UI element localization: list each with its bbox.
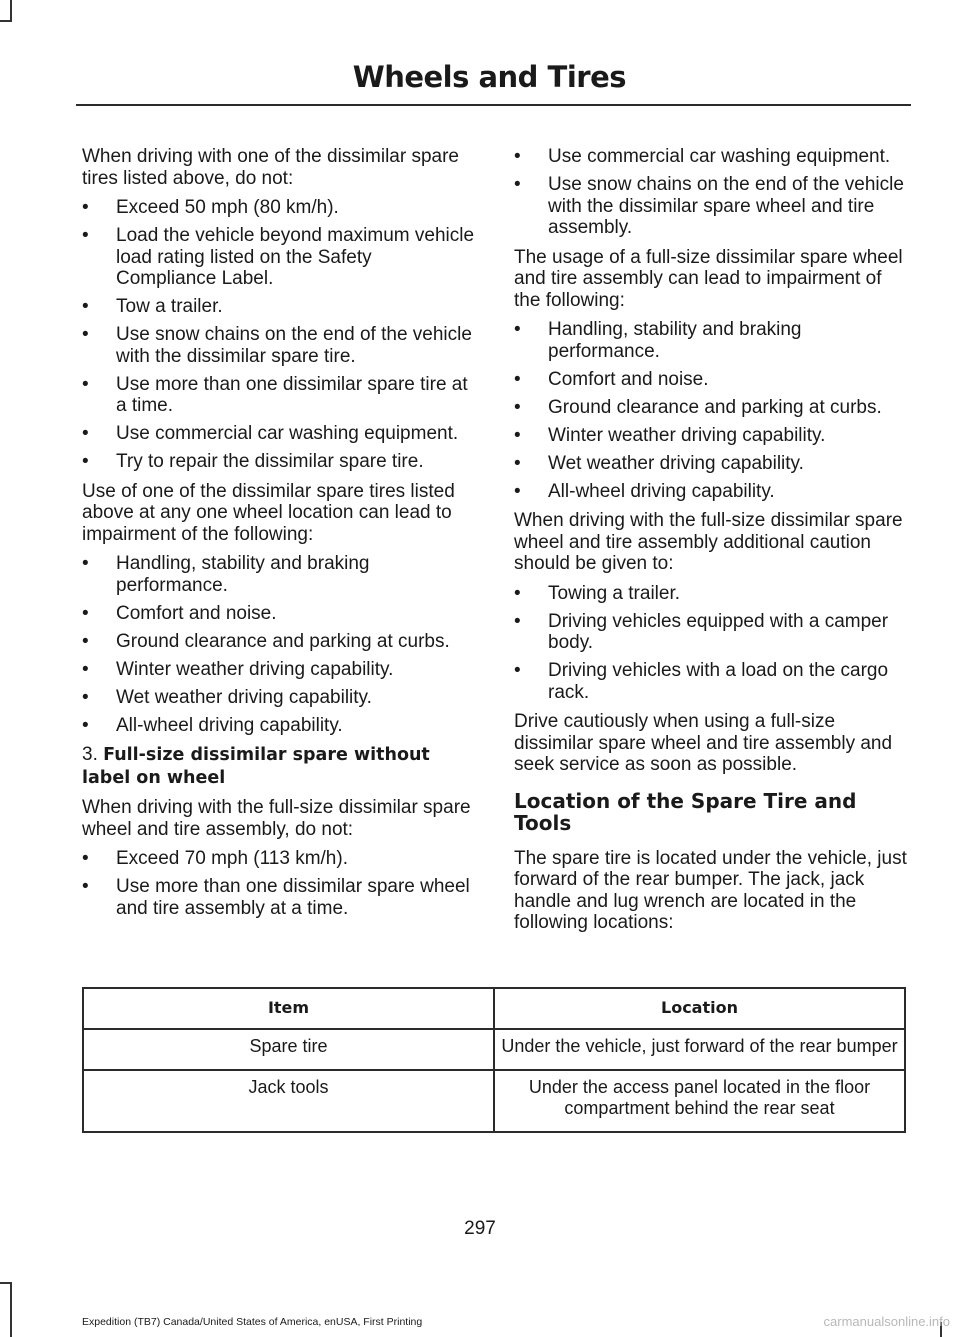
list-item: • Towing a trailer. <box>514 583 909 605</box>
list-item: • Exceed 50 mph (80 km/h). <box>82 197 477 219</box>
bullet-list <box>514 146 909 239</box>
numbered-subheading <box>82 744 477 789</box>
paragraph: When driving with the full-size dissimilar spare wheel and tire assembly additional caution should be given to: <box>514 510 903 574</box>
list-item: • Driving vehicles with a load on the cargo rack. <box>514 660 909 703</box>
table-row <box>83 1029 905 1070</box>
paragraph: The spare tire is located under the vehicle, just forward of the rear bumper. The jack, jack handle and lug wrench are located in the following locations: <box>514 847 907 933</box>
paragraph: Drive cautiously when using a full-size dissimilar spare wheel and tire assembly and seek service as soon as possible. <box>514 711 893 775</box>
list-item: • Comfort and noise. <box>82 603 477 625</box>
list-item: • Wet weather driving capability. <box>82 687 477 709</box>
list-item: • Ground clearance and parking at curbs. <box>514 397 909 419</box>
bullet-list <box>514 319 909 502</box>
item-number: 3. <box>82 744 104 765</box>
list-item: • All-wheel driving capability. <box>514 481 909 503</box>
bullet-list <box>82 848 477 919</box>
paragraph: The usage of a full-size dissimilar spare wheel and tire assembly can lead to impairment of the following: <box>514 246 903 311</box>
page-number: 297 <box>464 1218 496 1239</box>
list-item: • Driving vehicles equipped with a camper body. <box>514 611 909 654</box>
paragraph: When driving with one of the dissimilar spare tires listed above, do not: <box>82 146 460 189</box>
list-item: • All-wheel driving capability. <box>82 715 477 737</box>
table-row <box>83 1070 905 1132</box>
right-column <box>514 146 909 942</box>
list-item: • Use snow chains on the end of the vehicle with the dissimilar spare tire. <box>82 324 477 367</box>
list-item: • Use commercial car washing equipment. <box>82 423 477 445</box>
crop-mark-top-left-h <box>0 20 12 22</box>
list-item: • Winter weather driving capability. <box>514 425 909 447</box>
list-item: • Try to repair the dissimilar spare tire. <box>82 451 477 473</box>
list-item: • Use snow chains on the end of the vehicle with the dissimilar spare wheel and tire assembly. <box>514 174 909 239</box>
table-cell: Under the vehicle, just forward of the rear bumper <box>494 1029 905 1070</box>
paragraph: Use of one of the dissimilar spare tires listed above at any one wheel location can lead to impairment of the following: <box>82 480 455 545</box>
table-cell: Spare tire <box>83 1029 494 1070</box>
list-item: • Handling, stability and braking performance. <box>82 553 477 596</box>
watermark: carmanualsonline.info <box>823 1314 950 1329</box>
bullet-list <box>82 553 477 736</box>
paragraph: When driving with the full-size dissimilar spare wheel and tire assembly, do not: <box>82 797 471 840</box>
crop-mark-bottom-left-h <box>0 1282 12 1284</box>
item-title: Full-size dissimilar spare without label on wheel <box>82 745 430 788</box>
section-heading: Location of the Spare Tire and Tools <box>514 788 857 835</box>
column-header-item: Item <box>83 988 494 1029</box>
crop-mark-bottom-left <box>10 1282 12 1337</box>
list-item: • Use more than one dissimilar spare tire at a time. <box>82 374 477 417</box>
left-column <box>82 146 477 927</box>
header-rule <box>76 104 911 106</box>
list-item: • Comfort and noise. <box>514 369 909 391</box>
crop-mark-top-left <box>10 0 12 20</box>
bullet-list <box>82 197 477 473</box>
list-item: • Winter weather driving capability. <box>82 659 477 681</box>
table-cell: Under the access panel located in the floor compartment behind the rear seat <box>494 1070 905 1132</box>
table-header-row <box>83 988 905 1029</box>
table-cell: Jack tools <box>83 1070 494 1132</box>
list-item: • Load the vehicle beyond maximum vehicle load rating listed on the Safety Compliance Label. <box>82 225 477 290</box>
list-item: • Use commercial car washing equipment. <box>514 146 909 168</box>
list-item: • Use more than one dissimilar spare wheel and tire assembly at a time. <box>82 876 477 919</box>
page-title: Wheels and Tires <box>352 60 626 94</box>
list-item: • Tow a trailer. <box>82 296 477 318</box>
edition-footer: Expedition (TB7) Canada/United States of America, enUSA, First Printing <box>82 1316 423 1328</box>
list-item: • Handling, stability and braking performance. <box>514 319 909 362</box>
list-item: • Ground clearance and parking at curbs. <box>82 631 477 653</box>
location-table <box>82 987 906 1133</box>
bullet-list <box>514 583 909 704</box>
column-header-location: Location <box>494 988 905 1029</box>
list-item: • Wet weather driving capability. <box>514 453 909 475</box>
list-item: • Exceed 70 mph (113 km/h). <box>82 848 477 870</box>
